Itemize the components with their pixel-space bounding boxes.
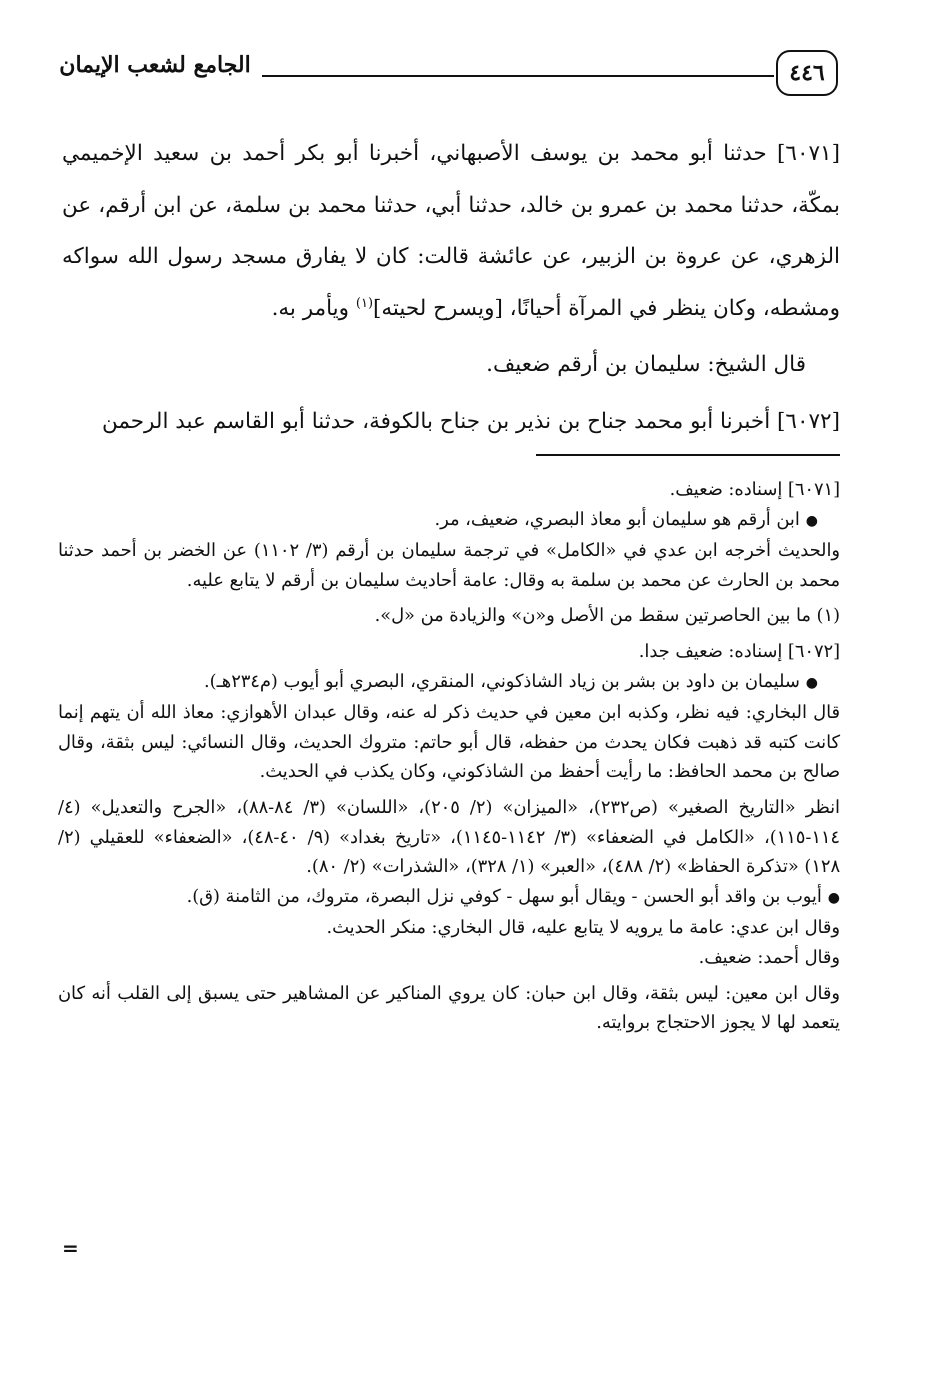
footnote-6072-bullet-1	[58, 667, 840, 699]
footnote-6071-bullet	[58, 505, 840, 537]
hadith-6071-text: [٦٠٧١] حدثنا أبو محمد بن يوسف الأصبهاني، أخبرنا أبو بكر أحمد بن سعيد الإخميمي بمكّة، حدثنا محمد بن عمرو بن خالد، حدثنا أبي، حدثنا محمد بن سلمة، عن ابن أرقم، عن الزهري، عن عروة بن الزبير، عن عائشة قالت: كان لا يفارق مسجد رسول الله سواكه ومشطه، وكان ينظر في المرآة أحيانًا، [ويسرح لحيته]	[62, 141, 840, 321]
hadith-6071-end: ويأمر به.	[271, 295, 356, 321]
footnote-6071-bullet-text: ابن أرقم هو سليمان أبو معاذ البصري، ضعيف، مر.	[434, 508, 800, 530]
footnote-6072-ibn-adi: وقال ابن عدي: عامة ما يرويه لا يتابع عليه، قال البخاري: منكر الحديث.	[326, 917, 840, 939]
footnote-6072-bullet-2	[58, 882, 840, 914]
footnote-6072-ahmad: وقال أحمد: ضعيف.	[698, 946, 840, 968]
footnote-1: (١) ما بين الحاصرتين سقط من الأصل و«ن» والزيادة من «ل».	[374, 605, 840, 627]
header-divider	[262, 75, 774, 77]
footnote-6071-heading: [٦٠٧١] إسناده: ضعيف.	[669, 479, 840, 500]
hadith-6072: [٦٠٧٢] أخبرنا أبو محمد جناح بن نذير بن جناح بالكوفة، حدثنا أبو القاسم عبد الرحمن	[101, 408, 840, 434]
footnote-6072-heading: [٦٠٧٢] إسناده: ضعيف جدا.	[638, 640, 840, 662]
footnote-6072-last-paragraph: وقال ابن معين: ليس بثقة، وقال ابن حبان: كان يروي المناكير عن المشاهير حتى يسبق إلى القلب أنه كان يتعمد لها لا يجوز الاحتجاج بروايته.	[58, 982, 840, 1034]
main-text	[62, 128, 840, 447]
footnote-marker: (١)	[355, 295, 374, 311]
bullet-icon: ●	[805, 512, 818, 529]
footnote-6071-body: والحديث أخرجه ابن عدي في «الكامل» في ترجمة سليمان بن أرقم (٣/ ١١٠٢) عن الخضر بن أحمد حدثنا محمد بن الحارث عن محمد بن سلمة به وقال: عامة أحاديث سليمان بن أرقم لا يتابع عليه.	[58, 540, 840, 591]
footnote-divider	[536, 454, 840, 456]
page-number: ٤٤٦	[776, 50, 838, 96]
continuation-mark: =	[62, 1236, 79, 1260]
bullet-icon: ●	[827, 889, 840, 906]
footnote-6072-paragraph-1: قال البخاري: فيه نظر، وكذبه ابن معين في حديث ذكر له عنه، وقال عبدان الأهوازي: معاذ الله أن يتهم إنما كانت كتبه قد ذهبت فكان يحدث من حفظه، قال أبو حاتم: متروك الحديث، وقال النسائي: ليس بثقة، وقال صالح بن محمد الحافظ: ما رأيت أحفظ من الشاذكوني، وكان يكذب في الحديث.	[58, 702, 840, 783]
footnote-6072-bullet-2-text: أيوب بن واقد أبو الحسن - ويقال أبو سهل - كوفي نزل البصرة، متروك، من الثامنة (ق).	[186, 885, 822, 907]
running-title: الجامع لشعب الإيمان	[59, 52, 251, 78]
footnote-6072-bullet-1-text: سليمان بن داود بن بشر بن زياد الشاذكوني، المنقري، البصري أبو أيوب (م٢٣٤هـ).	[204, 670, 800, 692]
footnotes	[58, 475, 840, 1038]
hadith-6071	[62, 128, 840, 334]
footnote-6072-references: انظر «التاريخ الصغير» (ص٢٣٢)، «الميزان» (٢/ ٢٠٥)، «اللسان» (٣/ ٨٤-٨٨)، «الجرح والتعديل» (٤/ ١١٤-١١٥)، «الكامل في الضعفاء» (٣/ ١١٤٢-١١٤٥)، «تاريخ بغداد» (٩/ ٤٠-٤٨)، «الضعفاء» للعقيلي (٢/ ١٢٨) «تذكرة الحفاظ» (٢/ ٤٨٨)، «العبر» (١/ ٣٢٨)، «الشذرات» (٢/ ٨٠).	[58, 796, 840, 878]
shaykh-comment: قال الشيخ: سليمان بن أرقم ضعيف.	[486, 352, 806, 377]
bullet-icon: ●	[805, 674, 818, 691]
